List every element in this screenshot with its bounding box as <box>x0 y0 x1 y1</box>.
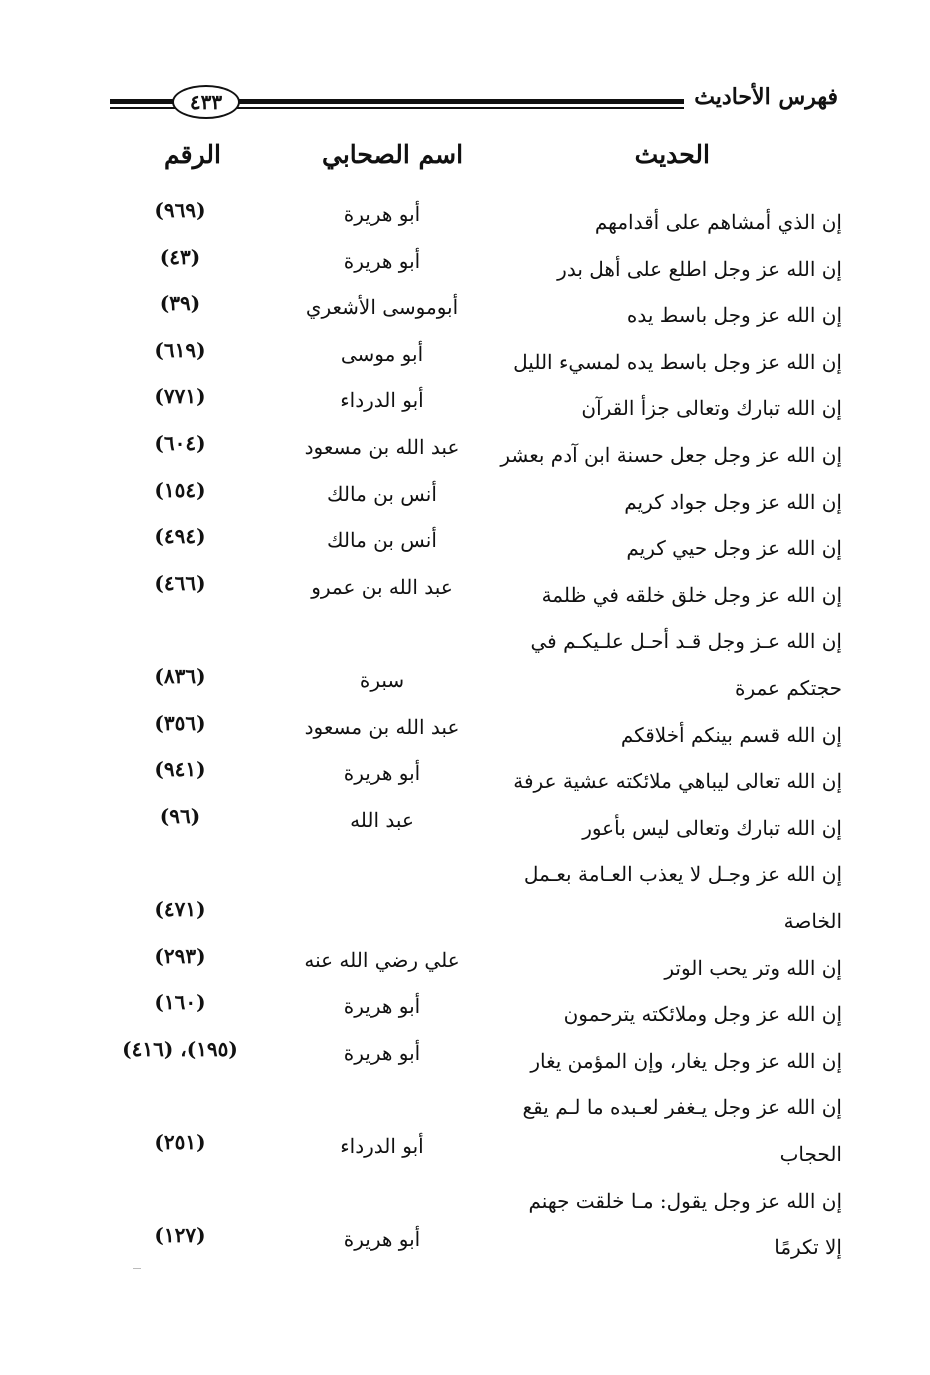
sahabi-name: أبو هريرة <box>343 202 421 226</box>
hadith-number: (١٩٥)، (٤١٦) <box>122 1036 238 1061</box>
sahabi-name: سبرة <box>359 668 405 692</box>
hadith-number: (٦٠٤) <box>154 431 206 455</box>
hadith-text: إن الله تبارك وتعالى ليس بأعور <box>582 815 842 840</box>
sahabi-name: عبد الله بن عمرو <box>311 574 453 599</box>
hadith-number: (١٥٤) <box>154 477 206 502</box>
hadith-number: (٩٦٩) <box>154 198 206 222</box>
page-number: ٤٣٣ <box>172 85 240 119</box>
hadith-number: (٨٣٦) <box>154 664 206 688</box>
sahabi-name: أنس بن مالك <box>327 528 437 553</box>
sahabi-name: عبد الله <box>350 807 414 832</box>
sahabi-name: أبوموسى الأشعري <box>305 295 459 320</box>
column-header-sahabi: اسم الصحابي <box>322 140 464 169</box>
hadith-text: إن الله قسم بينكم أخلاقكم <box>620 722 842 747</box>
hadith-number: (٤٣) <box>159 244 201 269</box>
page-header <box>110 82 850 122</box>
hadith-text: إن الله عـز وجل قـد أحـل علـيكـم في <box>530 629 842 654</box>
hadith-text: إن الله عز وجل يقول: مـا خلقت جهنم <box>528 1188 842 1213</box>
hadith-text: إن الله عز وجل باسط يده <box>626 303 842 328</box>
hadith-text: إن الله عز وجل جواد كريم <box>624 489 842 514</box>
sahabi-name: أنس بن مالك <box>327 481 437 506</box>
column-header-hadith: الحديث <box>634 140 710 169</box>
hadith-text: الخاصة <box>783 909 842 933</box>
sahabi-name: عبد الله بن مسعود <box>304 435 460 459</box>
hadith-text: إن الله عز وجل وملائكته يترحمون <box>563 1002 842 1027</box>
hadith-text: إن الله عز وجـل لا يعذب العـامة بعـمل <box>523 862 842 887</box>
sahabi-name: أبو هريرة <box>343 761 421 786</box>
sahabi-name: علي رضي الله عنه <box>304 947 460 972</box>
hadith-text: إن الله عز وجل يـغفر لعـبده ما لـم يقع <box>522 1095 842 1120</box>
hadith-text: إن الله عز وجل اطلع على أهل بدر <box>557 256 842 281</box>
column-header-number: الرقم <box>164 140 221 169</box>
hadith-number: (٦١٩) <box>154 337 206 362</box>
hadith-number: (١٦٠) <box>154 990 206 1015</box>
hadith-number: (٤٩٤) <box>154 524 206 549</box>
running-title: فهرس الأحاديث <box>684 84 850 110</box>
hadith-number: (٢٥١) <box>154 1130 206 1154</box>
hadith-text: إن الله تبارك وتعالى جزأ القرآن <box>581 396 842 421</box>
hadith-text: إن الله وتر يحب الوتر <box>664 955 842 980</box>
sahabi-name: عبد الله بن مسعود <box>304 714 460 739</box>
sahabi-name: أبو هريرة <box>343 248 421 273</box>
sahabi-name: أبو الدرداء <box>340 1134 424 1158</box>
hadith-number: (٩٦) <box>159 803 201 828</box>
sahabi-name: أبو هريرة <box>343 1040 421 1065</box>
hadith-text: إن الله عز وجل خلق خلقه في ظلمة <box>541 582 842 607</box>
sahabi-name: أبو هريرة <box>343 1227 421 1252</box>
hadith-text: حجتكم عمرة <box>734 676 842 700</box>
hadith-text: إن الله عز وجل يغار، وإن المؤمن يغار <box>530 1048 842 1073</box>
hadith-number: (٤٧١) <box>154 897 206 921</box>
sahabi-name: أبو الدرداء <box>340 388 424 413</box>
hadith-text: الحجاب <box>779 1142 842 1166</box>
margin-mark <box>133 1268 141 1269</box>
hadith-number: (٧٧١) <box>154 384 206 409</box>
hadith-text: إن الله تعالى ليباهي ملائكته عشية عرفة <box>513 769 842 794</box>
hadith-text: إن الذي أمشاهم على أقدامهم <box>594 210 842 234</box>
hadith-text: إن الله عز وجل حيي كريم <box>626 536 842 561</box>
hadith-number: (١٢٧) <box>154 1223 206 1248</box>
hadith-number: (٢٩٣) <box>154 943 206 968</box>
sahabi-name: أبو موسى <box>340 341 424 366</box>
hadith-number: (٤٦٦) <box>154 570 206 595</box>
sahabi-name: أبو هريرة <box>343 994 421 1019</box>
hadith-number: (٩٤١) <box>154 757 206 782</box>
hadith-text: إن الله عز وجل باسط يده لمسيء الليل <box>513 349 842 374</box>
hadith-text: إلا تكرمًا <box>774 1235 842 1260</box>
hadith-number: (٣٩) <box>159 291 201 316</box>
hadith-number: (٣٥٦) <box>154 710 206 735</box>
hadith-text: إن الله عز وجل جعل حسنة ابن آدم بعشر <box>500 443 842 467</box>
